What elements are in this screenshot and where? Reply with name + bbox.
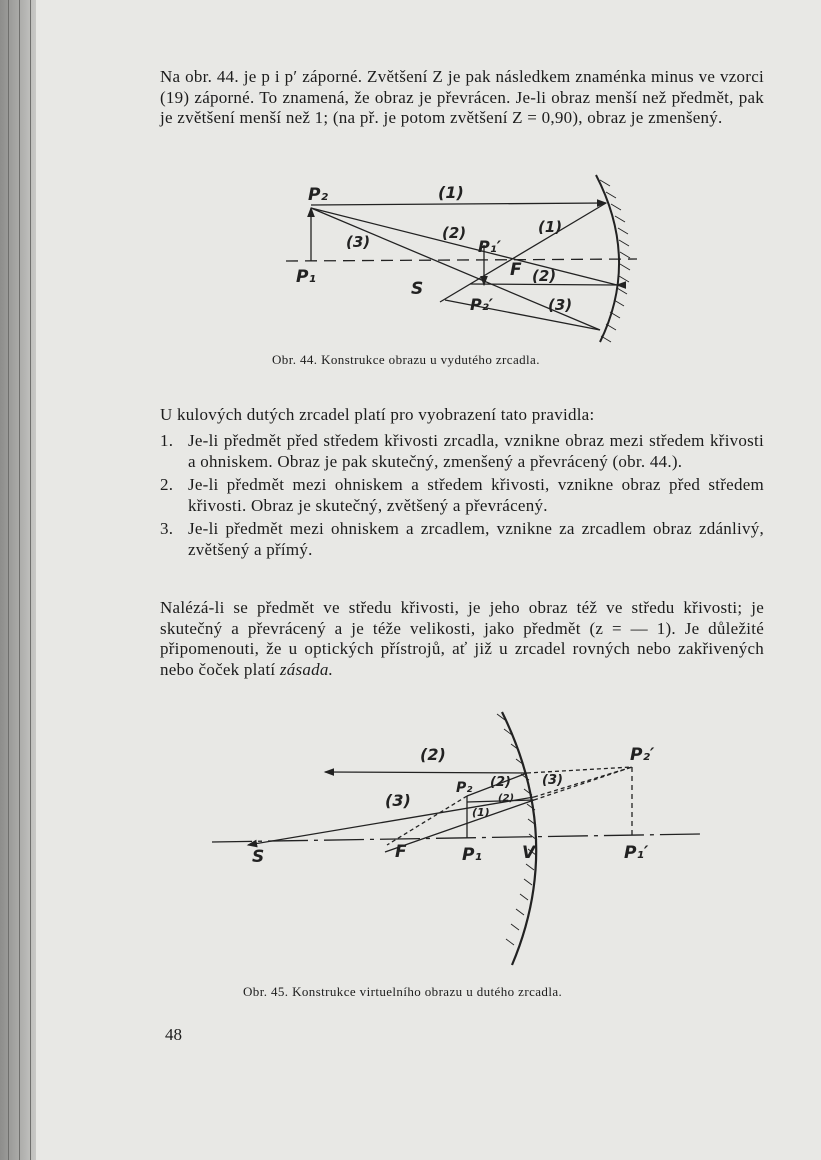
- fig44-label-p2: P₂: [308, 185, 328, 205]
- rule-text: Je-li předmět před středem křivosti zrcadla, vznikne obraz mezi středem křivosti a ohniskem. Obraz je pak skutečný, zmenšený a převrácený (obr. 44.).: [188, 431, 764, 471]
- fig45-label-ray2b: (2): [490, 775, 511, 790]
- rule-text: Je-li předmět mezi ohniskem a středem křivosti, vznikne obraz před středem křivosti. Obraz je skutečný, zvětšený a převrácený.: [188, 475, 764, 515]
- fig44-label-p1: P₁: [296, 267, 316, 287]
- fig45-label-p2: P₂: [456, 780, 473, 796]
- figure-45-caption: Obr. 45. Konstrukce virtuelního obrazu u dutého zrcadla.: [243, 984, 563, 999]
- fig45-optical-axis: [212, 834, 700, 842]
- para2-text: Nalézá-li se předmět ve středu křivosti, je jeho obraz též ve středu křivosti; je skutečný a převrácený a je téže velikosti, jako předmět (z = — 1). Je důležité připomenouti, že u optických přístrojů, ať již u zrcadel rovných nebo zakřivených nebo čoček platí: [160, 598, 764, 679]
- fig45-label-p2prime: P₂′: [630, 745, 655, 765]
- fig45-mirror-hatching: [497, 714, 537, 945]
- fig44-label-ray2: (2): [442, 224, 467, 242]
- fig45-label-ray2: (2): [420, 745, 446, 764]
- fig44-label-p2prime: P₂′: [470, 295, 493, 314]
- fig44-label-ray2b: (2): [532, 267, 557, 285]
- rule-number: 2.: [160, 475, 174, 494]
- fig45-label-ray1: (1): [472, 806, 490, 819]
- fig45-label-ray3b: (3): [542, 773, 563, 788]
- fig44-label-p1prime: P₁′: [478, 237, 501, 256]
- fig44-label-f: F: [510, 260, 522, 280]
- intro-text: Na obr. 44. je p i p′ záporné. Zvětšení Z je pak následkem znaménka minus ve vzorci (19) záporné. To znamená, že obraz je převrácen. Je-li obraz menší než předmět, pak je zvětšení menší než 1; (na př. je potom zvětšení Z = 0,90), obraz je zmenšený.: [160, 67, 764, 127]
- fig45-label-f: F: [395, 842, 407, 862]
- fig45-ray-2-reflected: [325, 772, 527, 773]
- figure-44-caption: Obr. 44. Konstrukce obrazu u vydutého zrcadla.: [272, 352, 540, 367]
- fig45-label-p1: P₁: [462, 845, 482, 865]
- fig45-label-v: V: [522, 843, 536, 863]
- fig44-label-ray1b: (1): [538, 218, 563, 236]
- fig44-label-ray3b: (3): [548, 296, 573, 314]
- rule-number: 1.: [160, 431, 174, 450]
- fig44-label-ray3: (3): [346, 233, 371, 251]
- fig45-label-s: S: [252, 847, 265, 867]
- para2-emphasis: zásada.: [279, 659, 334, 679]
- fig45-label-ray3: (3): [385, 791, 411, 810]
- rule-number: 3.: [160, 519, 174, 538]
- page-number: 48: [165, 1025, 182, 1044]
- fig45-concave-mirror: [502, 712, 536, 965]
- fig45-label-p1prime: P₁′: [624, 843, 649, 863]
- fig45-label-ray2c: (2): [498, 793, 515, 804]
- rules-heading: U kulových dutých zrcadel platí pro vyobrazení tato pravidla:: [160, 405, 595, 424]
- fig44-label-ray1: (1): [438, 183, 464, 202]
- fig44-label-s: S: [411, 279, 424, 299]
- rule-text: Je-li předmět mezi ohniskem a zrcadlem, vznikne za zrcadlem obraz zdánlivý, zvětšený a přímý.: [188, 519, 764, 559]
